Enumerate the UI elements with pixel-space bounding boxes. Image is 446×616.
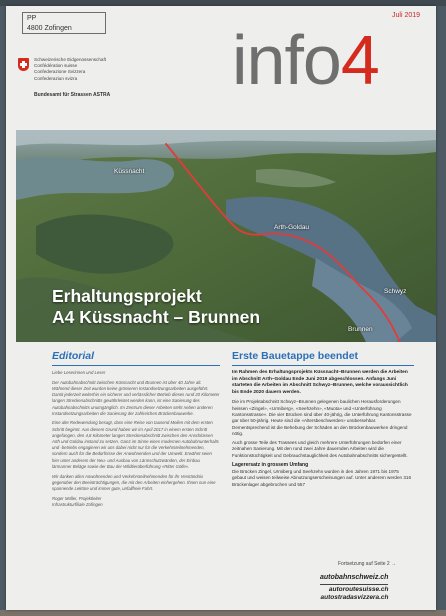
- article-subheading: Lagerersatz in grossem Umfang: [232, 462, 309, 469]
- footer-url-rule: [320, 584, 388, 585]
- article-column: [232, 350, 414, 491]
- masthead-word: info: [232, 21, 341, 99]
- swiss-cross-icon: [18, 58, 29, 71]
- confederation-fr: Confédération suisse: [34, 63, 78, 69]
- article-lead: Im Rahmen des Erhaltungsprojekts Küssnacht–Brunnen werden die Arbeiten im Abschnitt Arth–Goldau Ende Juni 2019 abgeschlossen. Anfangs Juni starteten die Arbeiten im Abschnitt Schwyz–Brunnen, welche voraussichtlich bis Ende 2020 dauern werden.: [232, 370, 408, 395]
- map-label-kussnacht: Küssnacht: [114, 168, 145, 175]
- postage-line-1: PP: [27, 15, 37, 22]
- article-sub-paragraph: Die Brücken Zingel, Urmiberg und Seehzehn wurden in den Jahren 1971 bis 1975 gebaut und weisen teilweise Abnutzungserscheinungen auf. Unter anderem werden 316 Brückenlager abgebrochen und 557: [232, 469, 412, 487]
- footer-url-fr[interactable]: autoroutesuisse.ch: [328, 585, 389, 593]
- cover-headline: [52, 286, 260, 328]
- footer-url-it[interactable]: autostradasvizzera.ch: [320, 593, 389, 601]
- editorial-column: [52, 350, 220, 512]
- masthead: [232, 20, 379, 100]
- editorial-paragraph: Eine alte Redewendung besagt, dass eine Reise von tausend Meilen mit dem ersten Schritt beginnt. Aus diesem Grund haben wir im April 2017 in einem ersten Schritt angefangen, den 4,8 Kilometer langen Streckenabschnitt zwischen den Anschlüssen Arth und Goldau instand zu setzen. Ganz im Sinne eines modernen Autobahnunterhalts und -betriebs engagieren wir uns dabei nicht nur für die Verkehrsteilnehmenden, sondern auch für die Bedürfnisse der Anwohnenden und der Umwelt. Erwähnt seien hier unter anderem der Neu- und Ausbau von Lärmschutzwänden, der Einbau lärmarmer Beläge sowie der Bau der Wildtierüberführung «Ritter Gölle».: [52, 420, 219, 469]
- postage-line-2: 4800 Zofingen: [27, 25, 72, 32]
- article-paragraph: Auch grosse Teile des Trassees und gleich mehrere Unterführungen bedürfen einer zeitnahen Sanierung. Mit den rund zwei Jahre dauernden Arbeiten wird die Funktionstüchtigkeit und Gebrauchstauglichkeit des Autobahnabschnitts sichergestellt.: [232, 440, 408, 458]
- issue-date: Juli 2019: [392, 12, 421, 19]
- masthead-number: 4: [340, 21, 379, 99]
- editorial-title: Editorial: [52, 350, 95, 362]
- confederation-rm: Confederaziun svizra: [34, 75, 78, 81]
- confederation-de: Schweizerische Eidgenossenschaft: [34, 57, 107, 62]
- federal-office: Bundesamt für Strassen ASTRA: [34, 92, 111, 98]
- editorial-signature-name: Roger Müller, Projektleiter: [52, 495, 102, 501]
- footer-url-de[interactable]: autobahnschweiz.ch: [320, 574, 389, 581]
- article-paragraph: Die im Projektabschnitt Schwyz–Brunnen gelegenen baulichen Herausforderungen heissen «Zingel», «Urmiberg», «Seehzehn», «Muota» und «Unterführung Kantonsstrasse». Die vier Brücken sind über 40-jährig, die Unterführung Kantonsstrasse gar über 50-jährig. Heute sind die «Altersbeschwerden» unübersehbar. Dementsprechend ist die Behebung der Schäden an den Brückenbauwerken dringend nötig.: [232, 399, 412, 436]
- article-rule: [232, 365, 414, 366]
- editorial-signature-office: Infrastrukturfiliale Zofingen: [52, 501, 103, 507]
- map-label-arth-goldau: Arth-Goldau: [274, 224, 310, 231]
- editorial-paragraph: Wir danken allen Anwohnenden und Verkehrsteilnehmenden für ihr Verständnis gegenüber den Beeinträchtigungen, die mit den Arbeiten einhergehen. Ihnen nun eine spannende Lektüre und immer gute, unfallfreie Fahrt.: [52, 473, 216, 491]
- map-label-brunnen: Brunnen: [348, 326, 373, 333]
- postage-box: [22, 12, 106, 34]
- footer-urls: [320, 574, 388, 602]
- background-bottom: [0, 610, 446, 616]
- headline-line-1: Erhaltungsprojekt: [52, 286, 202, 306]
- confederation-it: Confederazione Svizzera: [34, 69, 86, 75]
- article-title: Erste Bauetappe beendet: [232, 350, 359, 362]
- headline-line-2: A4 Küssnacht – Brunnen: [52, 307, 261, 327]
- continued-link[interactable]: Fortsetzung auf Seite 2 →: [338, 561, 397, 567]
- confederation-names: [34, 57, 106, 82]
- editorial-greeting: Liebe Leserinnen und Leser: [52, 370, 106, 375]
- map-label-schwyz: Schwyz: [384, 288, 407, 295]
- editorial-paragraph: Der Autobahnabschnitt zwischen Küssnacht und Brunnen ist über 40 Jahre alt. Während dieser Zeit wurden keine grösseren Instandsetzungsarbeiten ausgeführt. Damit jederzeit weiterhin ein sicherer und verlässlicher Betrieb dieses rund 20 Kilometer langen Streckenabschnitts gewährleistet werden kann, ist eine Sanierung des Autobahnabschnitts unumgänglich. Im Zentrum dieser Arbeiten steht neben anderen Instandsetzungsarbeiten die Sanierung der zahlreichen Brückenbauwerke.: [52, 379, 220, 416]
- editorial-rule: [52, 365, 220, 366]
